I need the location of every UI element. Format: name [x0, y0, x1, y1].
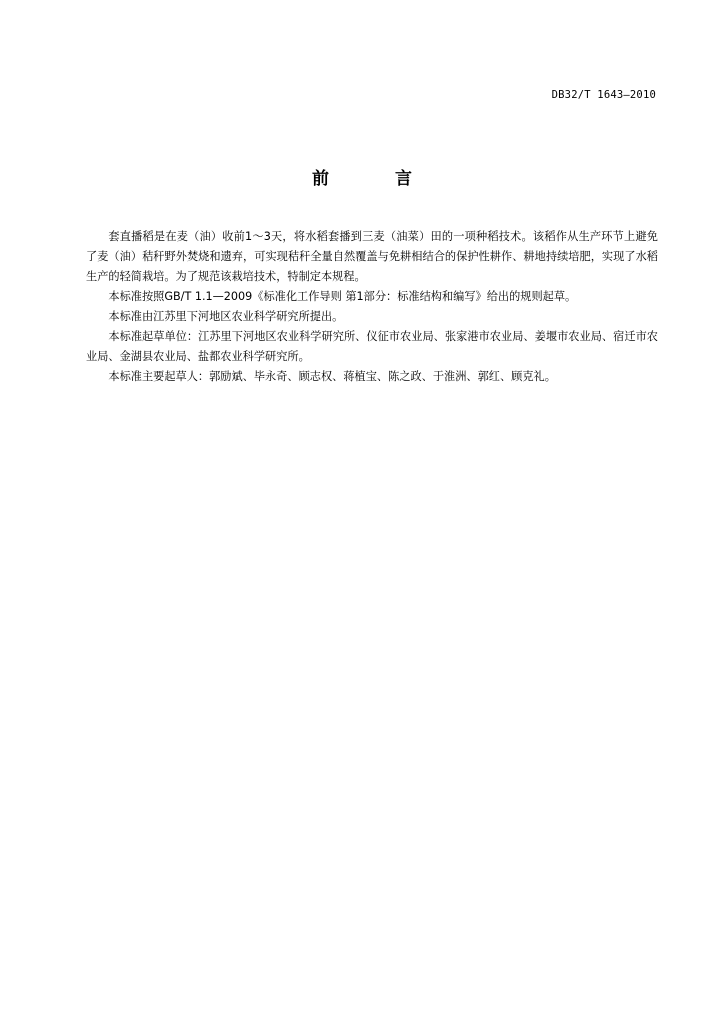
paragraph-drafters: 本标准主要起草人：郭励斌、毕永奇、顾志权、蒋植宝、陈之政、于淮洲、郭红、顾克礼。 — [108, 370, 556, 383]
document-code: DB32/T 1643—2010 — [551, 89, 656, 101]
paragraph-drafting-units: 本标准起草单位：江苏里下河地区农业科学研究所、仪征市农业局、张家港市农业局、姜堰市农业局、宿迁市农业局、金湖县农业局、盐都农业科学研究所。 — [86, 330, 658, 363]
foreword-body — [86, 227, 658, 387]
paragraph-drafting-rules: 本标准按照GB/T 1.1—2009《标准化工作导则 第1部分：标准结构和编写》给出的规则起草。 — [108, 290, 577, 303]
page-title: 前 言 — [312, 169, 442, 189]
paragraph-proposer: 本标准由江苏里下河地区农业科学研究所提出。 — [108, 310, 344, 323]
paragraph-intro: 套直播稻是在麦（油）收前1～3天，将水稻套播到三麦（油菜）田的一项种稻技术。该稻作从生产环节上避免了麦（油）秸秆野外焚烧和遗弃，可实现秸秆全量自然覆盖与免耕相结合的保护性耕作、耕地持续培肥，实现了水稻生产的轻简栽培。为了规范该栽培技术，特制定本规程。 — [86, 230, 658, 283]
